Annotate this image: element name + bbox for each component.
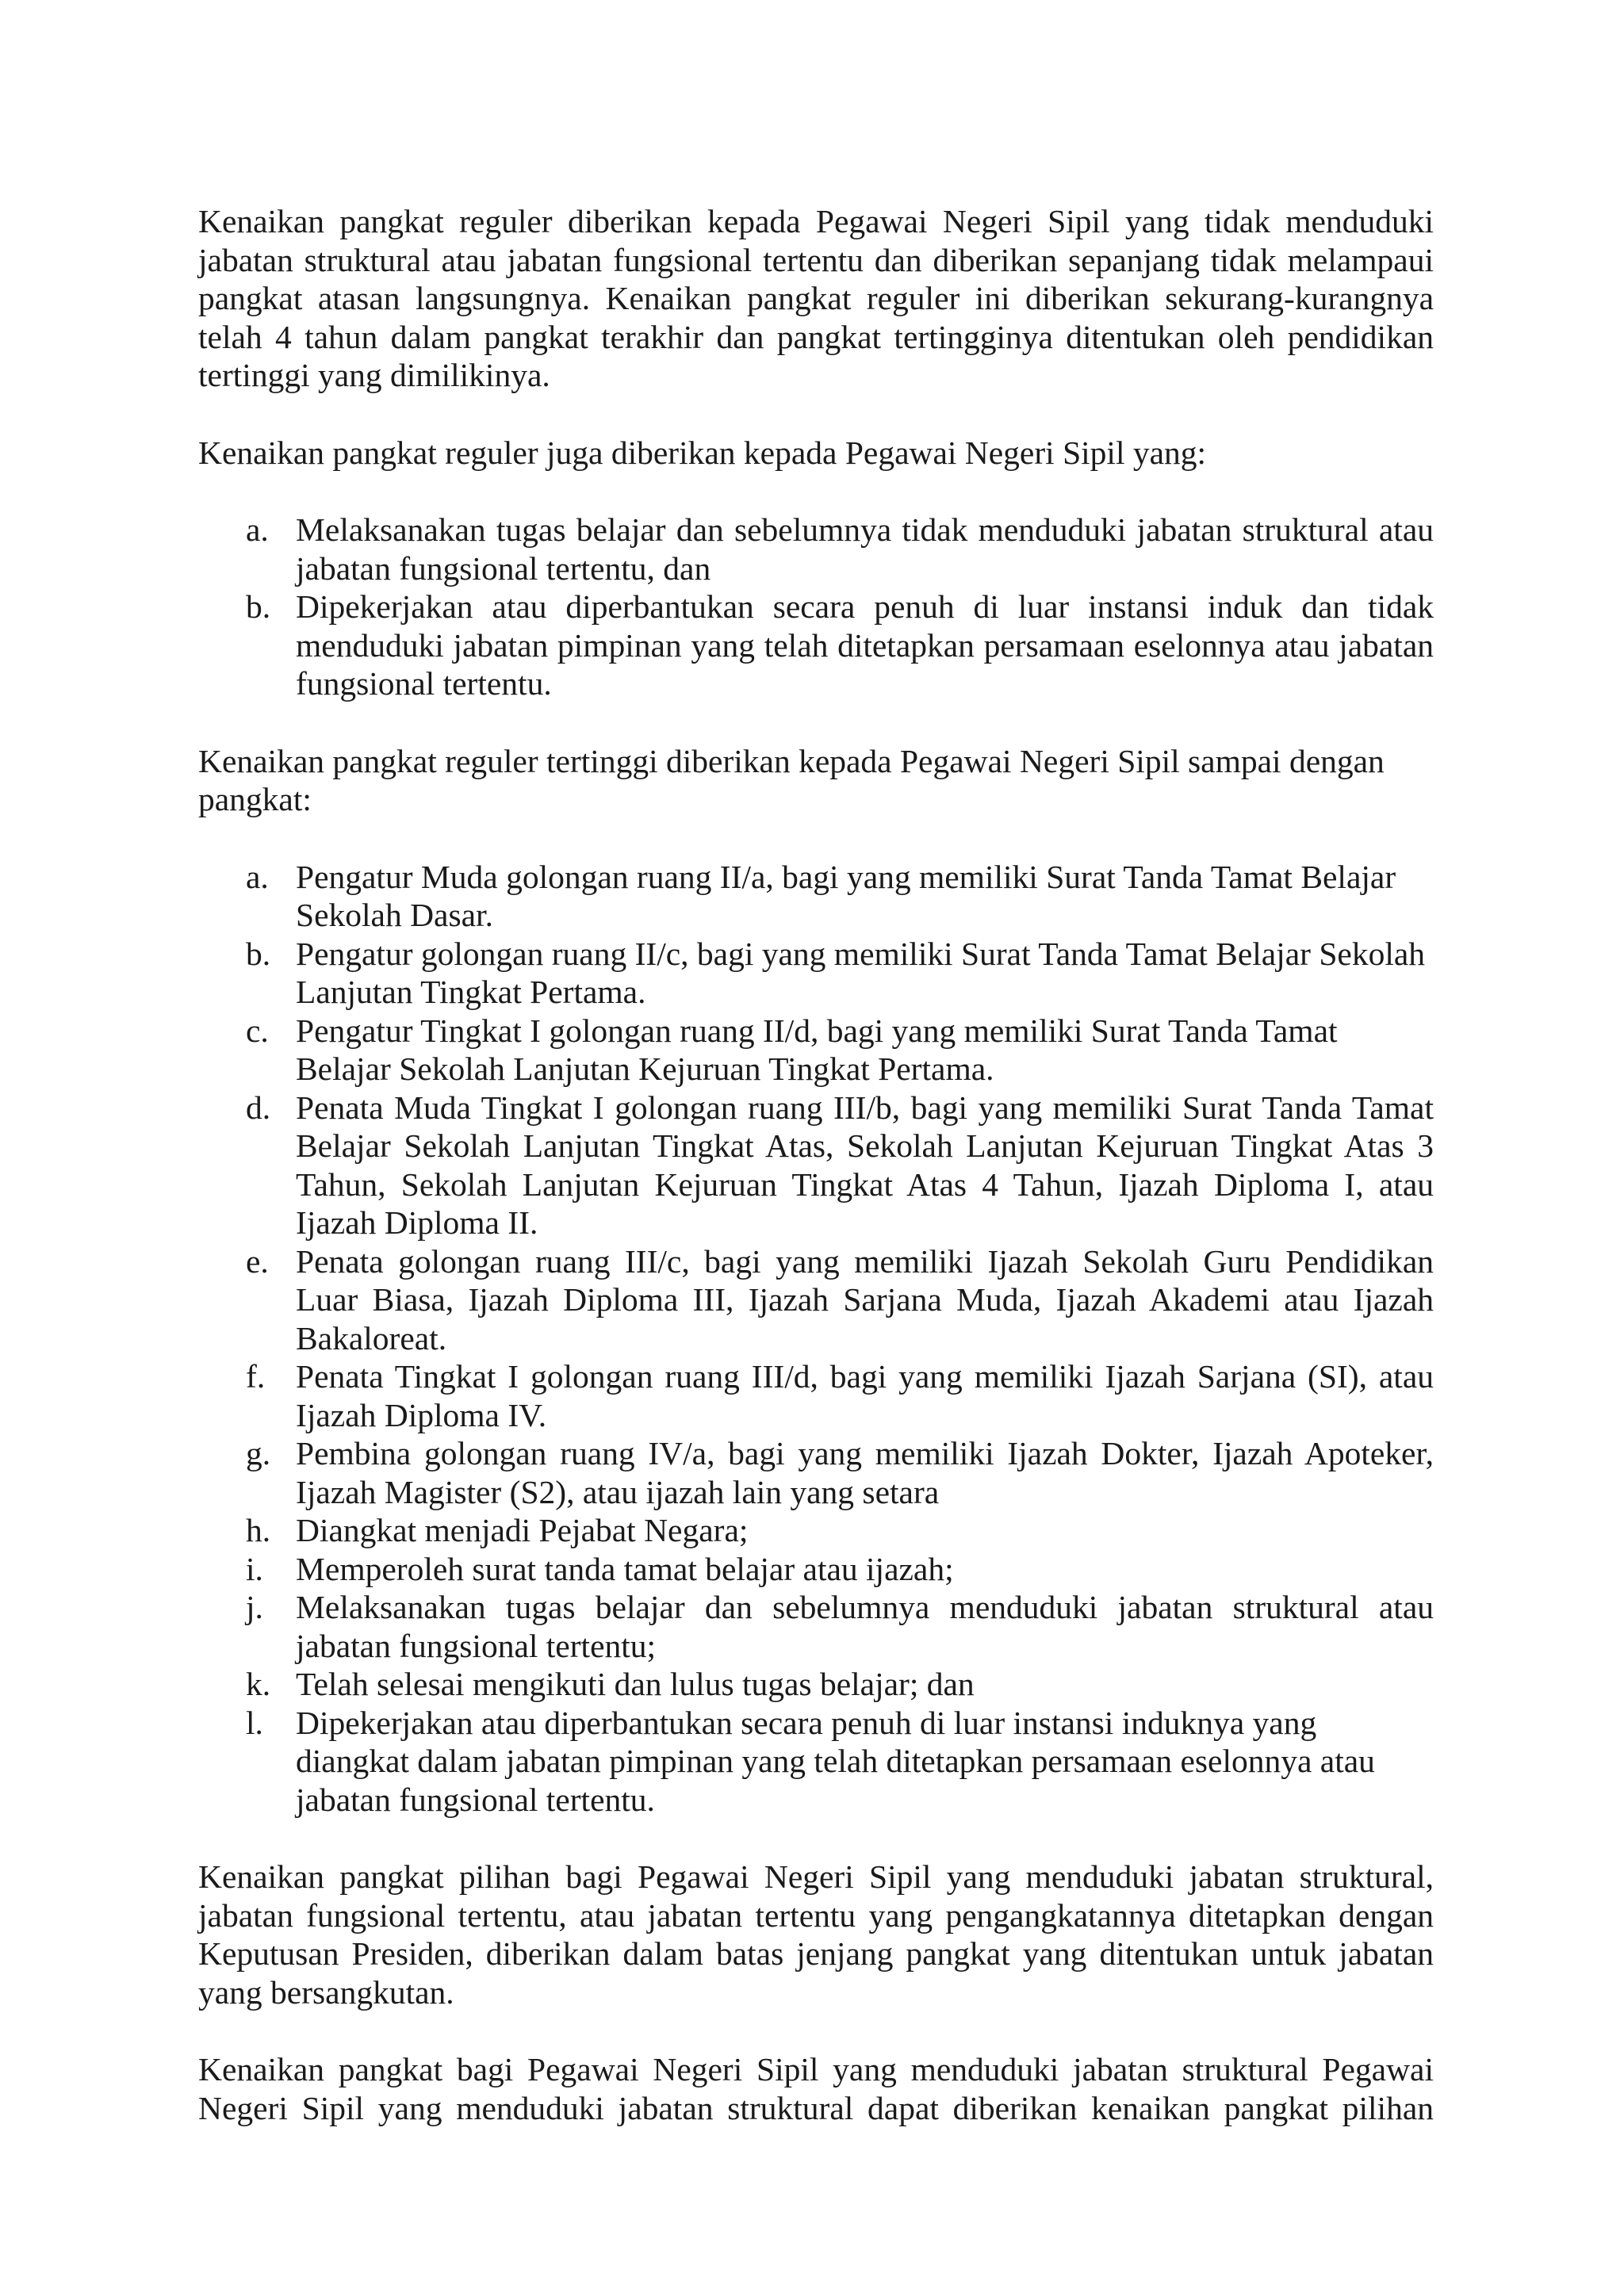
list-item [198, 511, 1434, 587]
list-item-text: Melaksanakan tugas belajar dan sebelumnya tidak menduduki jabatan struktural atau jabatan fungsional tertentu, dan [296, 511, 1434, 587]
paragraph-regular-promotion: Kenaikan pangkat reguler diberikan kepada Pegawai Negeri Sipil yang tidak menduduki jabatan struktural atau jabatan fungsional tertentu dan diberikan sepanjang tidak melampaui pangkat atasan langsungnya. Kenaikan pangkat reguler ini diberikan sekurang-kurangnya telah 4 tahun dalam pangkat terakhir dan pangkat tertingginya ditentukan oleh pendidikan tertinggi yang dimilikinya. [198, 203, 1434, 393]
document-page [198, 202, 1434, 2127]
list-item [198, 935, 1434, 1012]
paragraph-highest-rank: Kenaikan pangkat reguler tertinggi diberikan kepada Pegawai Negeri Sipil sampai dengan pangkat: [198, 742, 1385, 817]
list-item [198, 1588, 1434, 1665]
list-item-text: Memperoleh surat tanda tamat belajar atau ijazah; [296, 1550, 954, 1587]
paragraph-spacer [198, 472, 1434, 511]
paragraph-spacer [198, 703, 1434, 742]
list-item-text: Penata Tingkat I golongan ruang III/d, bagi yang memiliki Ijazah Sarjana (SI), atau Ijazah Diploma IV. [296, 1358, 1434, 1433]
paragraph-selective-promotion: Kenaikan pangkat pilihan bagi Pegawai Negeri Sipil yang menduduki jabatan struktural, jabatan fungsional tertentu, atau jabatan tertentu yang pengangkatannya ditetapkan dengan Keputusan Presiden, diberikan dalam batas jenjang pangkat yang ditentukan untuk jabatan yang bersangkutan. [198, 1858, 1434, 2011]
list-item-label: a. [246, 511, 269, 548]
list-item-label: g. [246, 1435, 271, 1471]
list-item [198, 587, 1434, 703]
list-item-text: Penata golongan ruang III/c, bagi yang memiliki Ijazah Sekolah Guru Pendidikan Luar Biasa, Ijazah Diploma III, Ijazah Sarjana Muda, Ijazah Akademi atau Ijazah Bakaloreat. [296, 1242, 1434, 1357]
list-item [198, 858, 1434, 935]
list-item [198, 1704, 1434, 1820]
paragraph-spacer [198, 819, 1434, 858]
list-item-label: k. [246, 1666, 271, 1702]
list-item [198, 1357, 1434, 1434]
list-item-label: b. [246, 935, 271, 972]
list-item-label: e. [246, 1242, 269, 1280]
list-item-label: b. [246, 588, 271, 625]
list-item-text: Dipekerjakan atau diperbantukan secara penuh di luar instansi induk dan tidak menduduki jabatan pimpinan yang telah ditetapkan persamaan eselonnya atau jabatan fungsional tertentu. [296, 588, 1434, 702]
list-item-text: Diangkat menjadi Pejabat Negara; [296, 1512, 749, 1548]
list-item-label: a. [246, 858, 269, 895]
list-item [198, 1012, 1434, 1089]
list-item-text: Dipekerjakan atau diperbantukan secara penuh di luar instansi induknya yang diangkat dalam jabatan pimpinan yang telah ditetapkan persamaan eselonnya atau jabatan fungsional tertentu. [296, 1704, 1375, 1818]
list-highest-rank [198, 858, 1434, 1820]
list-item-label: l. [246, 1704, 263, 1741]
list-item [198, 1665, 1434, 1704]
list-item-text: Melaksanakan tugas belajar dan sebelumnya menduduki jabatan struktural atau jabatan fungsional tertentu; [296, 1589, 1434, 1664]
paragraph-spacer [198, 1819, 1434, 1858]
paragraph-spacer [198, 2011, 1434, 2050]
list-item-label: f. [246, 1358, 266, 1395]
list-item-text: Pengatur golongan ruang II/c, bagi yang memiliki Surat Tanda Tamat Belajar Sekolah Lanjutan Tingkat Pertama. [296, 935, 1426, 1010]
list-item-text: Telah selesai mengikuti dan lulus tugas belajar; dan [296, 1666, 975, 1702]
list-item-label: c. [246, 1012, 269, 1049]
list-item-label: j. [246, 1589, 263, 1625]
list-item-label: h. [246, 1512, 271, 1548]
list-item-text: Pengatur Muda golongan ruang II/a, bagi yang memiliki Surat Tanda Tamat Belajar Sekolah Dasar. [296, 858, 1396, 933]
list-regular-conditions [198, 511, 1434, 703]
list-item [198, 1550, 1434, 1589]
list-item [198, 1434, 1434, 1511]
list-item-label: i. [246, 1550, 263, 1587]
list-item-label: d. [246, 1089, 271, 1126]
paragraph-regular-also: Kenaikan pangkat reguler juga diberikan kepada Pegawai Negeri Sipil yang: [198, 434, 1207, 471]
list-item [198, 1089, 1434, 1242]
list-item-text: Pengatur Tingkat I golongan ruang II/d, bagi yang memiliki Surat Tanda Tamat Belajar Sekolah Lanjutan Kejuruan Tingkat Pertama. [296, 1012, 1338, 1087]
list-item [198, 1511, 1434, 1550]
list-item-text: Pembina golongan ruang IV/a, bagi yang memiliki Ijazah Dokter, Ijazah Apoteker, Ijazah Magister (S2), atau ijazah lain yang setara [296, 1435, 1434, 1510]
list-item-text: Penata Muda Tingkat I golongan ruang III/b, bagi yang memiliki Surat Tanda Tamat Belajar Sekolah Lanjutan Tingkat Atas, Sekolah Lanjutan Kejuruan Tingkat Atas 3 Tahun, Sekolah Lanjutan Kejuruan Tingkat Atas 4 Tahun, Ijazah Diploma I, atau Ijazah Diploma II. [296, 1089, 1434, 1241]
paragraph-structural-promotion: Kenaikan pangkat bagi Pegawai Negeri Sipil yang menduduki jabatan struktural Pegawai Negeri Sipil yang menduduki jabatan struktural dapat diberikan kenaikan pangkat pilihan [198, 2051, 1434, 2126]
list-item [198, 1242, 1434, 1358]
paragraph-spacer [198, 395, 1434, 434]
